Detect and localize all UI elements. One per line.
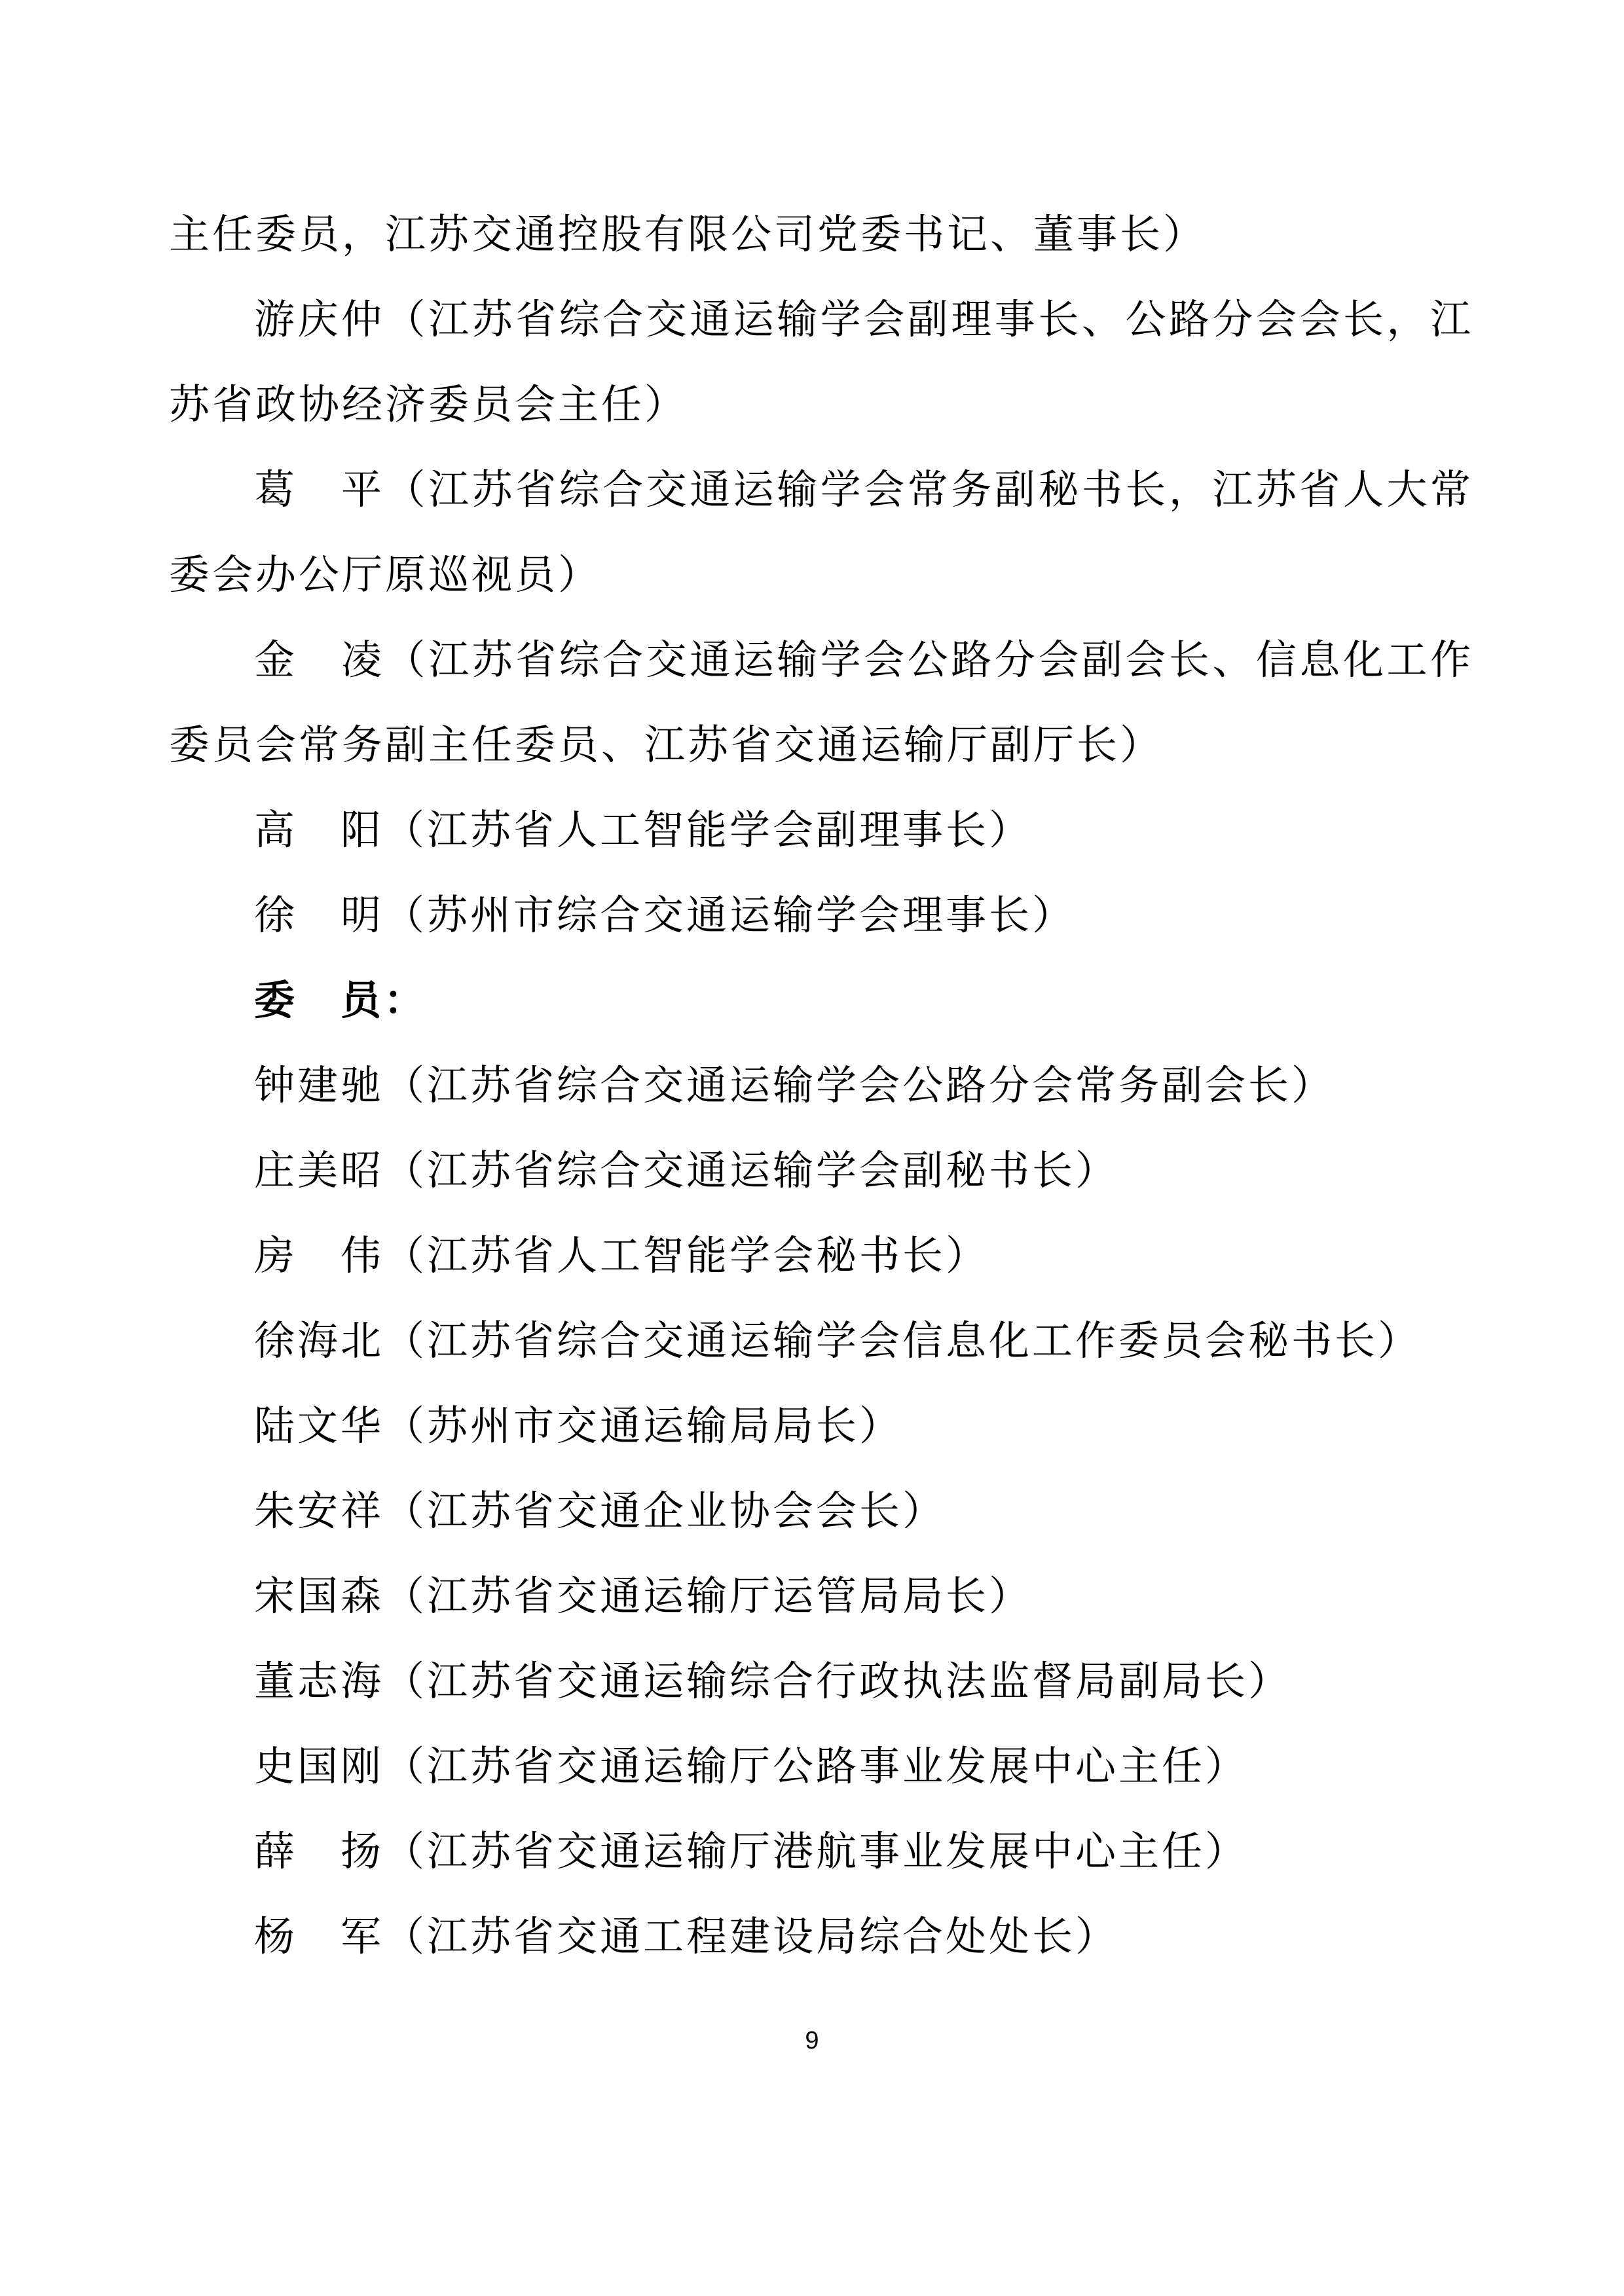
text-line: 徐海北（江苏省综合交通运输学会信息化工作委员会秘书长） bbox=[254, 1319, 1422, 1364]
text-line: 杨 军（江苏省交通工程建设局综合处处长） bbox=[254, 1915, 1119, 1959]
text-line: 高 阳（江苏省人工智能学会副理事长） bbox=[254, 809, 1033, 853]
text-line: 金 凌（江苏省综合交通运输学会公路分会副会长、信息化工作 bbox=[254, 638, 1473, 683]
page-number: 9 bbox=[805, 2027, 819, 2054]
text-line: 委 员： bbox=[254, 979, 428, 1023]
text-line: 庄美昭（江苏省综合交通运输学会副秘书长） bbox=[254, 1149, 1119, 1194]
text-line: 陆文华（苏州市交通运输局局长） bbox=[254, 1404, 903, 1449]
text-line: 朱安祥（江苏省交通企业协会会长） bbox=[254, 1489, 946, 1534]
text-line: 钟建驰（江苏省综合交通运输学会公路分会常务副会长） bbox=[254, 1064, 1335, 1108]
text-line: 徐 明（苏州市综合交通运输学会理事长） bbox=[254, 894, 1076, 938]
text-line: 委员会常务副主任委员、江苏省交通运输厅副厅长） bbox=[169, 723, 1164, 768]
text-line: 宋国森（江苏省交通运输厅运管局局长） bbox=[254, 1575, 1033, 1619]
text-line: 史国刚（江苏省交通运输厅公路事业发展中心主任） bbox=[254, 1745, 1249, 1789]
text-line: 葛 平（江苏省综合交通运输学会常务副秘书长，江苏省人大常 bbox=[254, 468, 1473, 513]
text-line: 董志海（江苏省交通运输综合行政执法监督局副局长） bbox=[254, 1660, 1292, 1704]
text-line: 苏省政协经济委员会主任） bbox=[169, 383, 688, 428]
text-line: 游庆仲（江苏省综合交通运输学会副理事长、公路分会会长，江 bbox=[254, 298, 1473, 342]
text-line: 主任委员，江苏交通控股有限公司党委书记、董事长） bbox=[169, 213, 1207, 257]
text-line: 房 伟（江苏省人工智能学会秘书长） bbox=[254, 1234, 989, 1279]
text-line: 委会办公厅原巡视员） bbox=[169, 553, 602, 598]
document-body-text bbox=[169, 192, 1473, 1980]
text-line: 薛 扬（江苏省交通运输厅港航事业发展中心主任） bbox=[254, 1830, 1249, 1874]
